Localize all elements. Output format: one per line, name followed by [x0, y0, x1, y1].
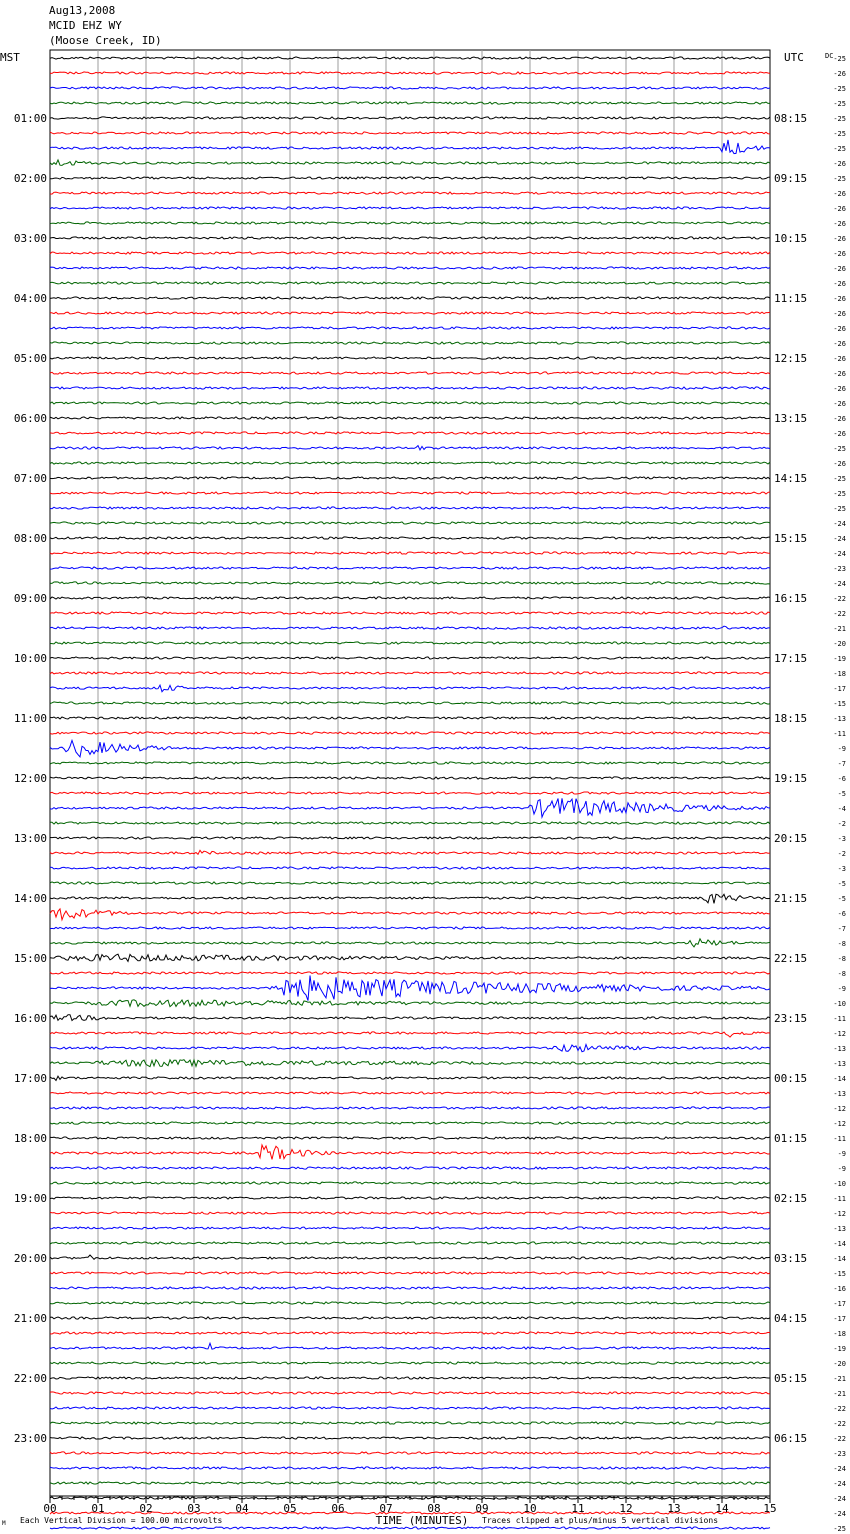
trace-row: [50, 252, 770, 254]
dc-offset-label: -10: [833, 1180, 846, 1188]
trace-row: [50, 792, 770, 794]
dc-offset-label: -4: [837, 805, 846, 813]
left-hour-label: 13:00: [13, 832, 47, 845]
trace-row: [50, 132, 770, 134]
left-hour-label: 14:00: [13, 892, 47, 905]
dc-offset-label: -21: [833, 625, 846, 633]
right-hour-label: 18:15: [774, 712, 808, 725]
dc-offset-label: -2: [837, 820, 846, 828]
left-hour-label: 01:00: [13, 112, 47, 125]
trace-row: [50, 972, 770, 974]
trace-row: [50, 702, 770, 704]
trace-row: [50, 867, 770, 869]
trace-row: [50, 1407, 770, 1409]
trace-row: [50, 1452, 770, 1454]
trace-row: [50, 72, 770, 74]
trace-row: [50, 1272, 770, 1274]
trace-row: [50, 432, 770, 434]
trace-row: [50, 282, 770, 284]
dc-offset-label: -25: [833, 100, 846, 108]
left-hour-label: 19:00: [13, 1192, 47, 1205]
trace-row: [50, 1317, 770, 1319]
trace-row: [50, 1422, 770, 1424]
trace-row: [50, 939, 770, 947]
dc-offset-label: -5: [837, 880, 846, 888]
right-hour-label: 20:15: [774, 832, 808, 845]
trace-row: [50, 1197, 770, 1199]
trace-row: [50, 507, 770, 509]
right-hour-label: 19:15: [774, 772, 808, 785]
left-hour-label: 09:00: [13, 592, 47, 605]
trace-row: [50, 1167, 770, 1169]
dc-offset-label: -12: [833, 1120, 846, 1128]
dc-offset-label: -13: [833, 1225, 846, 1233]
trace-row: [50, 267, 770, 269]
trace-row: [50, 798, 770, 817]
left-hour-label: 20:00: [13, 1252, 47, 1265]
trace-row: [50, 1182, 770, 1184]
dc-offset-label: -8: [837, 940, 846, 948]
dc-offset-label: -15: [833, 1270, 846, 1278]
trace-row: [50, 207, 770, 209]
trace-row: [50, 837, 770, 839]
dc-offset-label: -26: [833, 70, 846, 78]
trace-row: [50, 672, 770, 674]
trace-row: [50, 1392, 770, 1394]
dc-offset-label: -22: [833, 1405, 846, 1413]
x-tick-label: 00: [43, 1502, 57, 1515]
trace-row: [50, 612, 770, 614]
dc-offset-label: -26: [833, 280, 846, 288]
trace-row: [50, 1000, 770, 1007]
trace-row: [50, 417, 770, 419]
right-hour-label: 08:15: [774, 112, 808, 125]
trace-row: [50, 1377, 770, 1379]
trace-row: [50, 1076, 770, 1080]
dc-offset-label: -13: [833, 1060, 846, 1068]
x-tick-label: 08: [427, 1502, 441, 1515]
trace-row: [50, 1255, 770, 1259]
dc-offset-label: -5: [837, 895, 846, 903]
corner-mark: M: [2, 1520, 6, 1527]
dc-offset-label: -24: [833, 580, 846, 588]
trace-row: [50, 1212, 770, 1214]
left-hour-label: 03:00: [13, 232, 47, 245]
dc-offset-label: -21: [833, 1390, 846, 1398]
trace-row: [50, 402, 770, 404]
dc-offset-label: -21: [833, 1375, 846, 1383]
x-tick-label: 14: [715, 1502, 729, 1515]
left-hour-label: 07:00: [13, 472, 47, 485]
trace-row: [50, 762, 770, 764]
x-axis-label: TIME (MINUTES): [375, 1514, 469, 1527]
x-tick-label: 15: [763, 1502, 777, 1515]
left-axis-title: MST: [0, 51, 20, 64]
dc-offset-label: -24: [833, 550, 846, 558]
dc-offset-label: -15: [833, 700, 846, 708]
dc-offset-label: -22: [833, 1420, 846, 1428]
trace-row: [50, 1015, 770, 1021]
trace-row: [50, 685, 770, 692]
right-hour-label: 03:15: [774, 1252, 808, 1265]
dc-offset-label: -26: [833, 295, 846, 303]
left-hour-label: 04:00: [13, 292, 47, 305]
trace-row: [50, 87, 770, 89]
trace-row: [50, 222, 770, 224]
dc-offset-label: -25: [833, 115, 846, 123]
trace-row: [50, 1227, 770, 1229]
header-location: (Moose Creek, ID): [49, 34, 162, 47]
left-hour-label: 06:00: [13, 412, 47, 425]
trace-row: [50, 642, 770, 644]
trace-row: [50, 160, 770, 166]
dc-offset-label: -23: [833, 1450, 846, 1458]
trace-row: [50, 567, 770, 569]
dc-offset-label: -9: [837, 1150, 846, 1158]
dc-offset-label: -26: [833, 400, 846, 408]
trace-row: [50, 117, 770, 119]
trace-row: [50, 537, 770, 539]
dc-offset-label: -7: [837, 925, 846, 933]
x-tick-label: 09: [475, 1502, 489, 1515]
x-tick-label: 06: [331, 1502, 345, 1515]
dc-label: DC: [825, 52, 834, 60]
dc-offset-label: -3: [837, 865, 846, 873]
footer-clip-note: Traces clipped at plus/minus 5 vertical divisions: [482, 1516, 719, 1525]
left-hour-label: 12:00: [13, 772, 47, 785]
right-axis-title: UTC: [784, 51, 804, 64]
right-hour-label: 15:15: [774, 532, 808, 545]
dc-offset-label: -24: [833, 520, 846, 528]
left-hour-label: 05:00: [13, 352, 47, 365]
dc-offset-label: -25: [833, 490, 846, 498]
trace-row: [50, 462, 770, 464]
dc-offset-label: -6: [837, 910, 846, 918]
trace-row: [50, 976, 770, 1001]
trace-row: [50, 732, 770, 734]
dc-offset-label: -8: [837, 955, 846, 963]
dc-offset-label: -9: [837, 985, 846, 993]
trace-row: [50, 717, 770, 719]
dc-offset-label: -11: [833, 1195, 846, 1203]
left-hour-label: 23:00: [13, 1432, 47, 1445]
dc-offset-label: -22: [833, 610, 846, 618]
trace-row: [50, 740, 770, 757]
trace-row: [50, 342, 770, 344]
dc-offset-label: -9: [837, 1165, 846, 1173]
trace-row: [50, 1122, 770, 1124]
right-hour-label: 02:15: [774, 1192, 808, 1205]
x-tick-label: 05: [283, 1502, 297, 1515]
header-date: Aug13,2008: [49, 4, 116, 17]
trace-row: [50, 1467, 770, 1469]
trace-row: [50, 1145, 770, 1159]
dc-offset-label: -14: [833, 1255, 846, 1263]
dc-offset-label: -5: [837, 790, 846, 798]
left-hour-label: 18:00: [13, 1132, 47, 1145]
dc-offset-label: -25: [833, 55, 846, 63]
right-hour-label: 05:15: [774, 1372, 808, 1385]
dc-offset-label: -16: [833, 1285, 846, 1293]
dc-offset-label: -17: [833, 1315, 846, 1323]
trace-row: [50, 522, 770, 524]
dc-offset-label: -25: [833, 145, 846, 153]
dc-offset-label: -26: [833, 325, 846, 333]
right-hour-label: 14:15: [774, 472, 808, 485]
dc-offset-label: -25: [833, 85, 846, 93]
dc-offset-label: -11: [833, 1135, 846, 1143]
trace-row: [50, 327, 770, 329]
dc-offset-label: -22: [833, 595, 846, 603]
trace-row: [50, 1437, 770, 1439]
dc-offset-label: -24: [833, 535, 846, 543]
right-hour-label: 04:15: [774, 1312, 808, 1325]
dc-offset-label: -23: [833, 565, 846, 573]
dc-offset-label: -6: [837, 775, 846, 783]
x-tick-label: 03: [187, 1502, 201, 1515]
dc-offset-label: -22: [833, 1435, 846, 1443]
dc-offset-label: -19: [833, 1345, 846, 1353]
x-tick-label: 12: [619, 1502, 633, 1515]
trace-row: [50, 102, 770, 104]
trace-row: [50, 927, 770, 929]
trace-row: [50, 312, 770, 314]
dc-offset-label: -13: [833, 1090, 846, 1098]
trace-row: [50, 57, 770, 59]
dc-offset-label: -19: [833, 655, 846, 663]
trace-row: [50, 1332, 770, 1334]
dc-offset-label: -8: [837, 970, 846, 978]
dc-offset-label: -17: [833, 685, 846, 693]
dc-offset-label: -25: [833, 475, 846, 483]
x-tick-label: 01: [91, 1502, 105, 1515]
dc-offset-label: -25: [833, 445, 846, 453]
trace-row: [50, 1482, 770, 1484]
trace-row: [50, 357, 770, 359]
right-hour-label: 09:15: [774, 172, 808, 185]
trace-row: [50, 597, 770, 599]
right-hour-label: 17:15: [774, 652, 808, 665]
dc-offset-label: -26: [833, 370, 846, 378]
trace-row: [50, 446, 770, 450]
dc-offset-label: -17: [833, 1300, 846, 1308]
dc-offset-label: -26: [833, 310, 846, 318]
trace-row: [50, 1302, 770, 1304]
dc-offset-label: -26: [833, 430, 846, 438]
dc-offset-label: -25: [833, 505, 846, 513]
dc-offset-label: -18: [833, 670, 846, 678]
trace-row: [50, 492, 770, 494]
trace-row: [50, 237, 770, 239]
trace-row: [50, 1137, 770, 1139]
dc-offset-label: -14: [833, 1240, 846, 1248]
dc-offset-label: -18: [833, 1330, 846, 1338]
left-hour-label: 21:00: [13, 1312, 47, 1325]
trace-row: [50, 1362, 770, 1364]
dc-offset-label: -26: [833, 355, 846, 363]
left-hour-label: 16:00: [13, 1012, 47, 1025]
trace-row: [50, 1060, 770, 1067]
x-tick-label: 02: [139, 1502, 153, 1515]
trace-row: [50, 1032, 770, 1037]
dc-offset-label: -25: [833, 130, 846, 138]
dc-offset-label: -25: [833, 1525, 846, 1533]
x-tick-label: 07: [379, 1502, 393, 1515]
x-tick-label: 10: [523, 1502, 537, 1515]
trace-row: [50, 850, 770, 854]
dc-offset-label: -26: [833, 265, 846, 273]
trace-row: [50, 1045, 770, 1052]
trace-row: [50, 1287, 770, 1289]
dc-offset-label: -20: [833, 640, 846, 648]
dc-offset-label: -24: [833, 1495, 846, 1503]
dc-offset-label: -26: [833, 190, 846, 198]
dc-offset-label: -20: [833, 1360, 846, 1368]
dc-offset-label: -25: [833, 175, 846, 183]
right-hour-label: 12:15: [774, 352, 808, 365]
trace-row: [50, 192, 770, 194]
dc-offset-label: -11: [833, 730, 846, 738]
trace-row: [50, 909, 770, 920]
right-hour-label: 01:15: [774, 1132, 808, 1145]
left-hour-label: 02:00: [13, 172, 47, 185]
trace-row: [50, 297, 770, 299]
trace-row: [50, 177, 770, 179]
left-hour-label: 15:00: [13, 952, 47, 965]
x-tick-label: 04: [235, 1502, 249, 1515]
trace-row: [50, 372, 770, 374]
dc-offset-label: -13: [833, 1045, 846, 1053]
right-hour-label: 06:15: [774, 1432, 808, 1445]
dc-offset-label: -12: [833, 1105, 846, 1113]
dc-offset-label: -26: [833, 160, 846, 168]
left-hour-label: 17:00: [13, 1072, 47, 1085]
dc-offset-label: -26: [833, 205, 846, 213]
trace-row: [50, 140, 770, 154]
trace-row: [50, 777, 770, 779]
right-hour-label: 11:15: [774, 292, 808, 305]
trace-row: [50, 822, 770, 824]
footer-scale-note: Each Vertical Division = 100.00 microvolts: [20, 1516, 223, 1525]
dc-offset-label: -26: [833, 385, 846, 393]
dc-offset-label: -11: [833, 1015, 846, 1023]
trace-row: [50, 582, 770, 584]
right-hour-label: 22:15: [774, 952, 808, 965]
trace-row: [50, 1092, 770, 1094]
left-hour-label: 10:00: [13, 652, 47, 665]
dc-offset-label: -7: [837, 760, 846, 768]
x-tick-label: 11: [571, 1502, 585, 1515]
dc-offset-label: -9: [837, 745, 846, 753]
dc-offset-label: -26: [833, 250, 846, 258]
trace-row: [50, 626, 770, 629]
dc-offset-label: -24: [833, 1510, 846, 1518]
dc-offset-label: -26: [833, 235, 846, 243]
right-hour-label: 10:15: [774, 232, 808, 245]
dc-offset-label: -2: [837, 850, 846, 858]
trace-row: [50, 477, 770, 479]
trace-row: [50, 657, 770, 659]
trace-row: [50, 894, 770, 903]
trace-row: [50, 387, 770, 389]
left-hour-label: 22:00: [13, 1372, 47, 1385]
dc-offset-label: -12: [833, 1210, 846, 1218]
trace-row: [50, 1107, 770, 1109]
right-hour-label: 21:15: [774, 892, 808, 905]
trace-row: [50, 882, 770, 884]
dc-offset-label: -13: [833, 715, 846, 723]
trace-row: [50, 1343, 770, 1349]
header-station: MCID EHZ WY: [49, 19, 122, 32]
dc-offset-label: -3: [837, 835, 846, 843]
dc-offset-label: -14: [833, 1075, 846, 1083]
dc-offset-label: -26: [833, 220, 846, 228]
dc-offset-label: -26: [833, 340, 846, 348]
dc-offset-label: -26: [833, 460, 846, 468]
right-hour-label: 23:15: [774, 1012, 808, 1025]
dc-offset-label: -10: [833, 1000, 846, 1008]
left-hour-label: 11:00: [13, 712, 47, 725]
right-hour-label: 13:15: [774, 412, 808, 425]
dc-offset-label: -12: [833, 1030, 846, 1038]
trace-row: [50, 552, 770, 554]
x-tick-label: 13: [667, 1502, 681, 1515]
trace-row: [50, 954, 770, 961]
trace-row: [50, 1242, 770, 1244]
trace-row: [50, 1527, 770, 1529]
dc-offset-label: -24: [833, 1480, 846, 1488]
left-hour-label: 08:00: [13, 532, 47, 545]
right-hour-label: 16:15: [774, 592, 808, 605]
dc-offset-label: -24: [833, 1465, 846, 1473]
dc-offset-label: -26: [833, 415, 846, 423]
right-hour-label: 00:15: [774, 1072, 808, 1085]
